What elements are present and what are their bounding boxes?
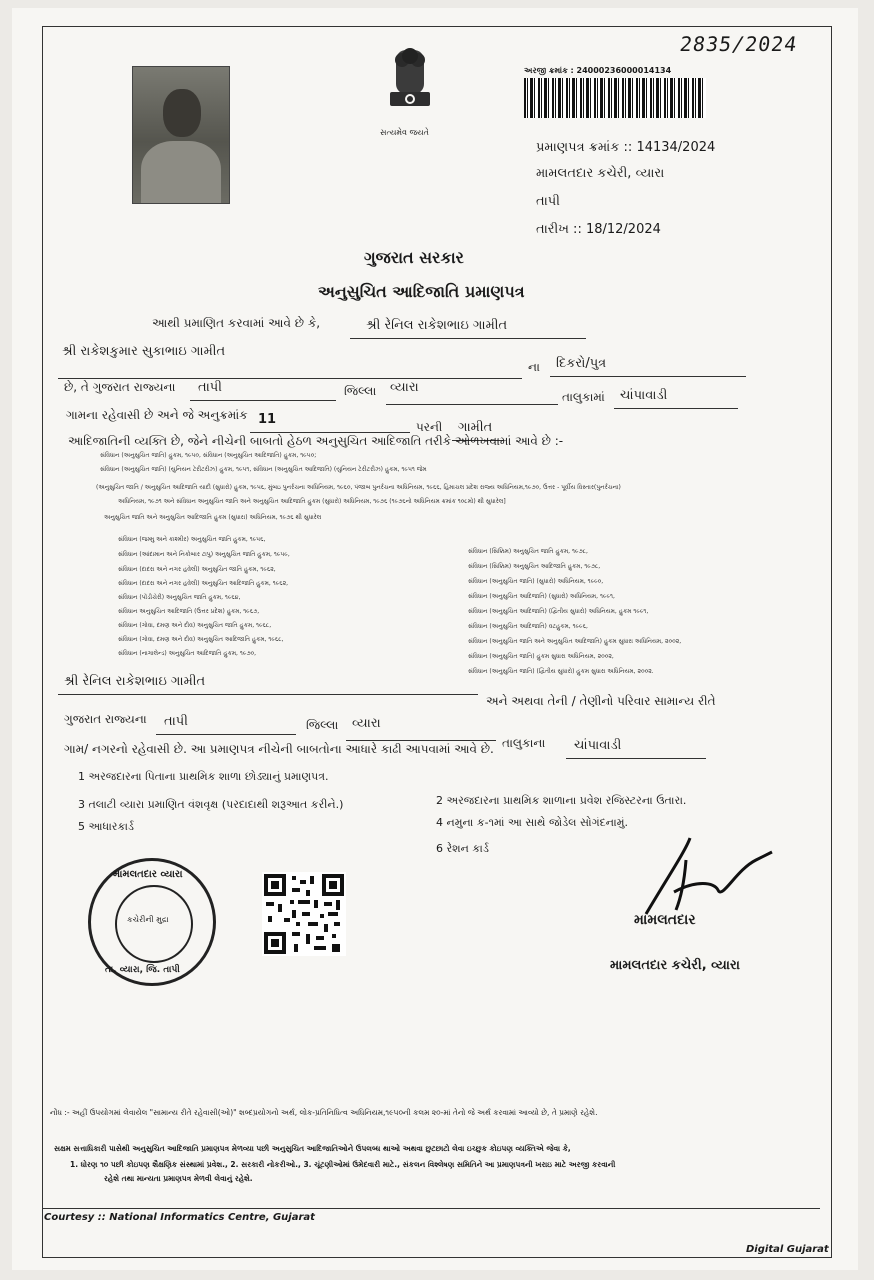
state-prefix-2: ગુજરાત રાજ્યના bbox=[64, 712, 147, 726]
national-emblem-icon bbox=[376, 44, 444, 126]
emblem-caption: સત્યમેવ જયતે bbox=[380, 128, 429, 137]
order-line-1: સંવિધાન (અનુસુચિત જાતિ) હુકમ, ૧૯૫૦, સંવિધાન (અનુસુચિત આદિજાતિ) હુકમ, ૧૯૫૦; bbox=[100, 452, 317, 459]
govt-title: ગુજરાત સરકાર bbox=[364, 248, 464, 267]
order-left-item: સંવિધાન (નાગાલેન્ડ) અનુસુચિત આદિજાતિ હુકમ, ૧૯૭૦, bbox=[118, 650, 257, 657]
order-right-item: સંવિધાન (અનુસુચિત જાતિ) હુકમ સુધારા અધિનિયમ, ૨૦૦૨, bbox=[468, 653, 614, 660]
official-seal bbox=[88, 858, 216, 986]
order-right-item: સંવિધાન (અનુસુચિત જાતિ અને અનુસુચિત આદિજાતિ) હુકમ સુધારા અધિનિયમ, ૨૦૦૨, bbox=[468, 638, 682, 645]
order-right-item: સંવિધાન (અનુસુચિત જાતિ) (સુધારો) અધિનિયમ, ૧૯૯૦, bbox=[468, 578, 604, 585]
note-line-4: રહેશે તથા માન્યતા પ્રમાણપત્ર મેળવી લેવાનું રહેશે. bbox=[104, 1174, 253, 1183]
district-underline bbox=[190, 400, 336, 401]
footer-brand: Digital Gujarat bbox=[746, 1244, 829, 1255]
serial-number: 11 bbox=[258, 412, 277, 427]
caste-label: પરની bbox=[416, 420, 443, 434]
certificate-title: અનુસુચિત આદિજાતિ પ્રમાણપત્ર bbox=[318, 282, 525, 301]
barcode bbox=[524, 78, 706, 118]
order-left-item: સંવિધાન (આંદામાન અને નિકોબાર ટાપુ) અનુસુચિત જાતિ હુકમ, ૧૯૫૯, bbox=[118, 551, 290, 558]
office-district: તાપી bbox=[536, 194, 560, 209]
tribe-sentence: આદિજાતિની વ્યક્તિ છે, જેને નીચેની બાબતો હેઠળ અનુસુચિત આદિજાતિ તરીકે ઓળખવામાં આવે છે :- bbox=[68, 434, 564, 448]
order-line-4: અધિનિયમ, ૧૯૭૧ અને સંવિધાન અનુસુચિત જાતિ અને અનુસુચિત આદિજાતિ હુકમ (સુધારો) અધિનિયમ, ૧૯૭૬ (૧૯૭૬નો અધિનિયમ ક્રમાંક ૧૦૮મો) થી સુધારેલ] bbox=[118, 498, 506, 505]
order-right-item: સંવિધાન (અનુસુચિત આદિજાતિ) (દ્વિતીય સુધારો) અધિનિયમ, હુકમ ૧૯૯૧, bbox=[468, 608, 649, 615]
serial-underline bbox=[250, 432, 410, 433]
order-left-item: સંવિધાન (ગોવા, દમણ અને દીવ) અનુસુચિત આદિજાતિ હુકમ, ૧૯૬૮, bbox=[118, 636, 284, 643]
state-prefix: છે, તે ગુજરાત રાજ્યના bbox=[64, 380, 176, 394]
note-line-3: 1. ધોરણ ૧૦ પછી કોઇપણ શૈક્ષણિક સંસ્થામાં પ્રવેશ., 2. સરકારી નોકરીઓ., 3. ચૂંટણીઓમાં ઉમેદવારી માટે., સંકલન વિશ્લેષણ સમિતિને આ પ્રમાણપત્રની ખરાઇ માટે અરજી કરવાની bbox=[70, 1160, 616, 1169]
relation-underline bbox=[550, 376, 746, 377]
order-left-item: સંવિધાન અનુસુચિત આદિજાતિ (ઉત્તર પ્રદેશ) હુકમ, ૧૯૬૭, bbox=[118, 608, 260, 615]
signature-icon bbox=[626, 830, 776, 920]
seal-center-text: કચેરીની મુદ્રા bbox=[127, 915, 169, 924]
order-line-3: (અનુસુચિત જાતિ / અનુસુચિત આદિજાતિ યાદી (સુધારો) હુકમ, ૧૯૫૬, મુંબઇ પુનર્રચના અધિનિયમ, ૧૯૬૦, પંજાબ પુનર્રચના અધિનિયમ, ૧૯૬૬, હિમાચલ પ્રદેશ રાજ્ય અધિનિયમ,૧૯૭૦, ઉત્તર - પૂર્વીય વિસ્તાર(પુનર્રચના) bbox=[96, 484, 621, 491]
village-prefix: ગામના રહેવાસી છે અને જે અનુક્રમાંક bbox=[66, 408, 248, 422]
name-underline bbox=[350, 338, 586, 339]
order-left-item: સંવિધાન (દાદરા અને નગર હવેલી) અનુસુચિત આદિજાતિ હુકમ, ૧૯૬૨, bbox=[118, 580, 289, 587]
applicant-photo bbox=[132, 66, 230, 204]
taluka-value: વ્યારા bbox=[390, 380, 419, 395]
signatory-office: મામલતદાર કચેરી, વ્યારા bbox=[610, 958, 740, 973]
name2-underline bbox=[58, 694, 478, 695]
document-item: 5 આધારકાર્ડ bbox=[78, 820, 134, 833]
order-right-item: સંવિધાન (અનુસુચિત જાતિ) (દ્વિતીય સુધારો) હુકમ સુધારા અધિનિયમ, ૨૦૦૨. bbox=[468, 668, 654, 675]
taluka-label: તાલુકામાં bbox=[562, 390, 605, 404]
qr-code bbox=[262, 872, 346, 956]
office-name: મામલતદાર કચેરી, વ્યારા bbox=[536, 166, 665, 181]
order-right-item: સંવિધાન (સિક્કિમ) અનુસુચિત જાતિ હુકમ, ૧૯૭૮, bbox=[468, 548, 588, 555]
district-value-2: તાપી bbox=[164, 714, 188, 729]
certificate-number: પ્રમાણપત્ર ક્રમાંક :: 14134/2024 bbox=[536, 140, 716, 155]
village-value: ચાંપાવાડી bbox=[620, 388, 668, 403]
relation: દિકરો/પુત્ર bbox=[556, 356, 607, 371]
courtesy-text: Courtesy :: National Informatics Centre, Gujarat bbox=[44, 1212, 315, 1223]
seal-text-top: મામલતદાર વ્યારા bbox=[113, 869, 183, 880]
village-value-2: ચાંપાવાડી bbox=[574, 738, 622, 753]
order-left-item: સંવિધાન (ગોવા, દમણ અને દીવ) અનુસુચિત જાતિ હુકમ, ૧૯૬૮, bbox=[118, 622, 272, 629]
applicant-name: શ્રી રેનિલ રાકેશભાઇ ગામીત bbox=[366, 318, 508, 333]
document-item: 4 નમુના ક-૧માં આ સાથે જોડેલ સોગંદનામું. bbox=[436, 816, 628, 829]
village-underline bbox=[614, 408, 738, 409]
certificate-date: તારીખ :: 18/12/2024 bbox=[536, 222, 661, 237]
district-label: જિલ્લા bbox=[344, 384, 377, 398]
order-line-5: અનુસુચિત જાતિ અને અનુસુચિત આદિજાતિ હુકમ (સુધારા) અધિનિયમ, ૧૯૭૬ થી સુધારેલ bbox=[104, 514, 322, 521]
taluka-label-2: તાલુકાના bbox=[502, 736, 546, 750]
footer-divider bbox=[42, 1208, 820, 1209]
certify-prefix: આથી પ્રમાણિત કરવામાં આવે છે કે, bbox=[152, 316, 321, 330]
caste-value: ગામીત bbox=[458, 420, 493, 435]
taluka-value-2: વ્યારા bbox=[352, 716, 381, 731]
district-label-2: જિલ્લા bbox=[306, 718, 339, 732]
application-number: અરજી ક્રમાંક : 24000236000014134 bbox=[524, 66, 672, 75]
handwritten-number: 2835/2024 bbox=[678, 32, 800, 56]
applicant-name-2: શ્રી રેનિલ રાકેશભાઇ ગામીત bbox=[64, 674, 206, 689]
order-right-item: સંવિધાન (અનુસુચિત આદિજાતિ) (સુધારો) અધિનિયમ, ૧૯૯૧, bbox=[468, 593, 615, 600]
order-left-item: સંવિધાન (જમ્મુ અને કાશ્મીર) અનુસુચિત જાતિ હુકમ, ૧૯૫૬, bbox=[118, 536, 266, 543]
family-sentence: અને અથવા તેની / તેણીનો પરિવાર સામાન્ય રીતે bbox=[486, 694, 716, 708]
document-item: 6 રેશન કાર્ડ bbox=[436, 842, 489, 855]
district-value: તાપી bbox=[198, 380, 222, 395]
note-line-2: સક્ષમ સત્તાધિકારી પાસેથી અનુસુચિત આદિજાતિ પ્રમાણપત્ર મેળવ્યા પછી અનુસુચિત આદિજાતિઓને ઉપલબ્ધ થાઓ અથવા છુટછાટો લેવા ઇચ્છુક કોઇપણ વ્યક્તિએ જેવા કે, bbox=[54, 1144, 571, 1153]
order-line-2: સંવિધાન (અનુસુચિત જાતિ) (યુનિયન ટેરીટરીઝ) હુકમ, ૧૯૫૧, સંવિધાન (અનુસુચિત આદિજાતિ) (યુનિયન ટેરીટરીઝ) હુકમ, ૧૯૫૧ જેમ bbox=[100, 466, 427, 473]
father-underline bbox=[58, 378, 522, 379]
seal-text-bottom: તા. વ્યારા, જિ. તાપી bbox=[105, 965, 180, 975]
order-left-item: સંવિધાન (પોંડીચેરી) અનુસુચિત જાતિ હુકમ, ૧૯૬૪, bbox=[118, 594, 241, 601]
taluka2-underline bbox=[346, 740, 496, 741]
order-right-item: સંવિધાન (અનુસુચિત આદિજાતિ) વટહુકમ, ૧૯૯૬, bbox=[468, 623, 588, 630]
order-left-item: સંવિધાન (દાદરા અને નગર હવેલી) અનુસુચિત જાતિ હુકમ, ૧૯૬૨, bbox=[118, 566, 276, 573]
note-line-1: નોંધ :- અહીં ઉપયોગમાં લેવાયેલ "સામાન્ય રીતે રહેવાસી(ઓ)" શબ્દપ્રયોગનો અર્થ, લોક-પ્રતિનિધિત્વ અધિનિયમ,૧૯૫૦ની કલમ ૨૦-માં તેનો જે અર્થ કરવામાં આવ્યો છે, તે પ્રમાણે રહેશે. bbox=[50, 1108, 598, 1117]
document-item: 3 તલાટી વ્યારા પ્રમાણિત વંશવૃક્ષ (પરદાદાથી શરૂઆત કરીને.) bbox=[78, 798, 344, 811]
signatory-title: મામલતદાર bbox=[634, 912, 696, 928]
father-name: શ્રી રાકેશકુમાર સુકાભાઇ ગામીત bbox=[62, 344, 226, 359]
document-item: 1 અરજદારના પિતાના પ્રાથમિક શાળા છોડ્યાનું પ્રમાણપત્ર. bbox=[78, 770, 329, 783]
residence-sentence: ગામ/ નગરનો રહેવાસી છે. આ પ્રમાણપત્ર નીચેની બાબતોના આધારે કાઢી આપવામાં આવે છે. bbox=[64, 742, 494, 756]
taluka-underline bbox=[386, 404, 558, 405]
village2-underline bbox=[566, 758, 706, 759]
district2-underline bbox=[156, 734, 296, 735]
na-label: ના bbox=[528, 360, 540, 374]
order-right-item: સંવિધાન (સિક્કિમ) અનુસુચિત આદિજાતિ હુકમ, ૧૯૭૮, bbox=[468, 563, 601, 570]
document-item: 2 અરજદારના પ્રાથમિક શાળાના પ્રવેશ રજિસ્ટરના ઉતારા. bbox=[436, 794, 687, 807]
